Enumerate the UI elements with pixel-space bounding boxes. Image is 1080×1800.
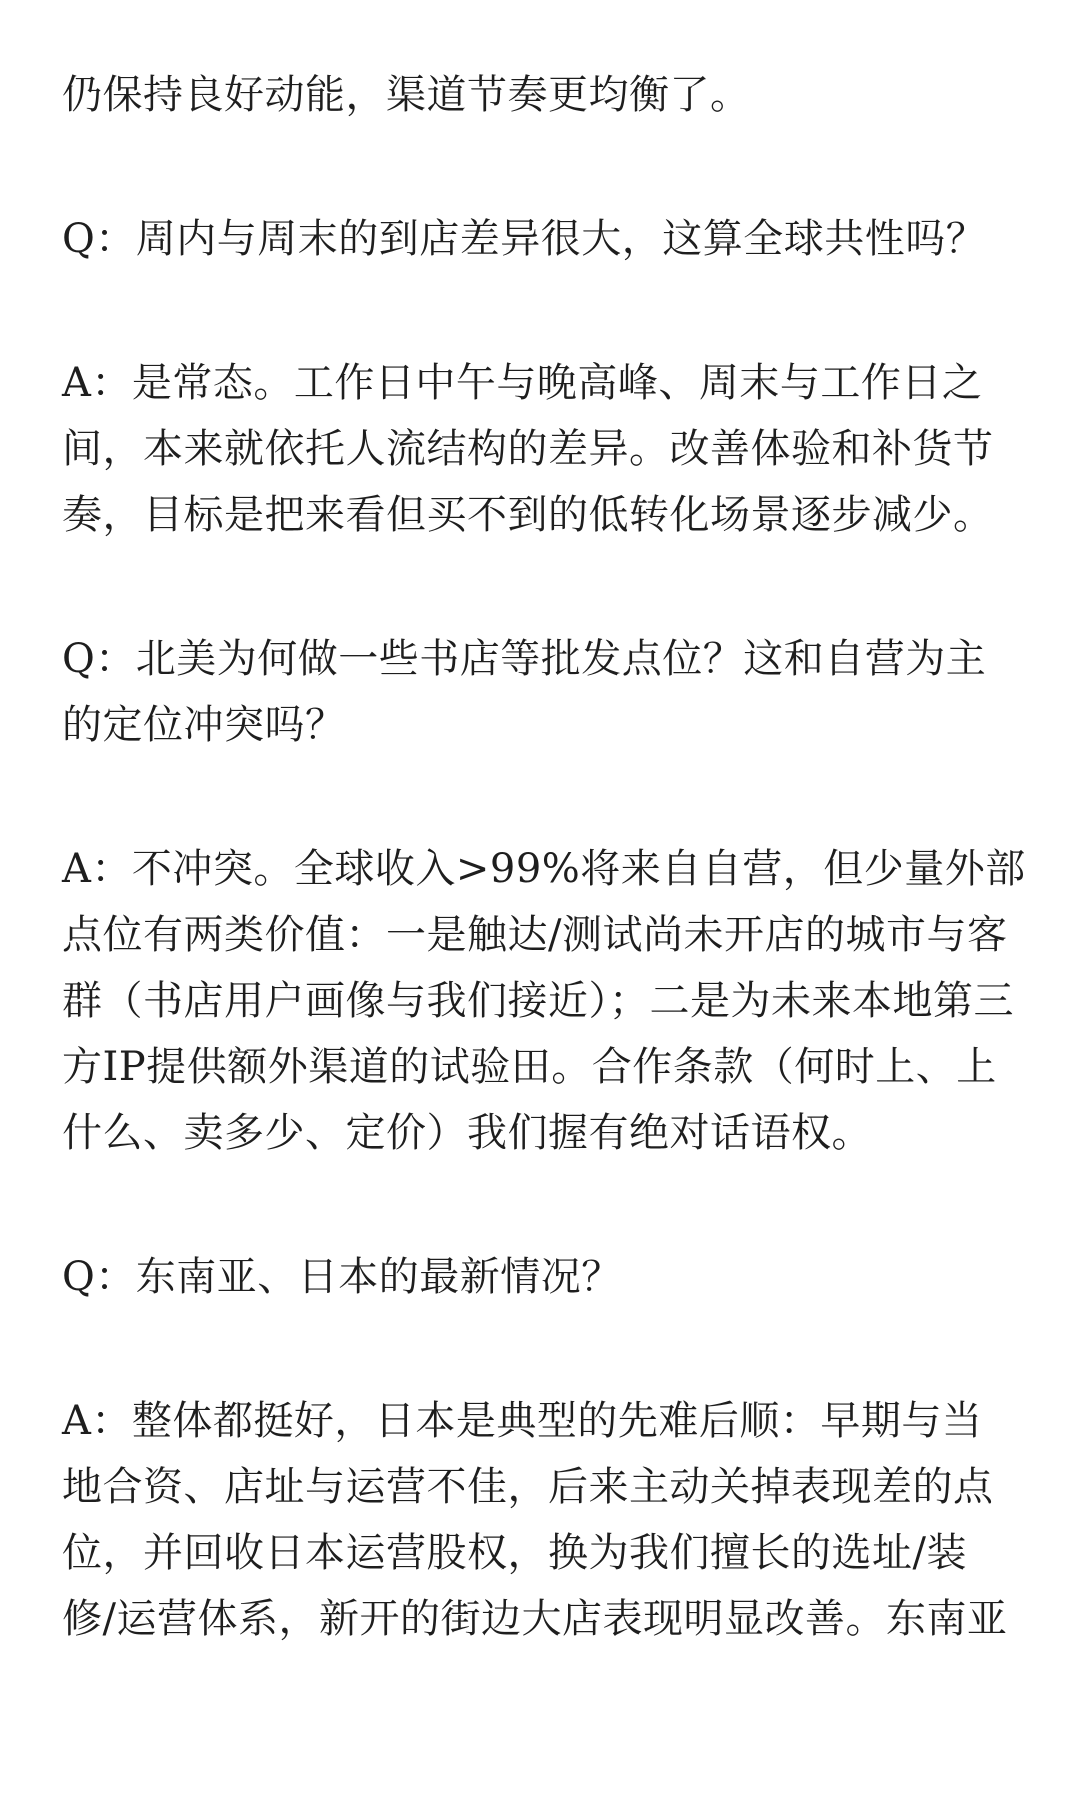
- text-line: A：是常态。工作日中午与晚高峰、周末与工作日之: [62, 360, 983, 406]
- question-sea-japan: [62, 1244, 1032, 1310]
- answer-sea-japan: [62, 1388, 1032, 1652]
- text-line: 修/运营体系，新开的街边大店表现明显改善。东南亚: [62, 1596, 1008, 1642]
- question-weekday-weekend: [62, 206, 1032, 272]
- question-north-america: [62, 626, 1032, 758]
- text-line: Q：东南亚、日本的最新情况？: [62, 1254, 622, 1300]
- answer-weekday-weekend: [62, 350, 1032, 548]
- text-line: 的定位冲突吗？: [62, 702, 346, 748]
- text-line: 间，本来就依托人流结构的差异。改善体验和补货节: [62, 426, 994, 472]
- text-line: Q：北美为何做一些书店等批发点位？这和自营为主: [62, 636, 987, 682]
- answer-north-america: [62, 836, 1032, 1166]
- text-line: 群（书店用户画像与我们接近）；二是为未来本地第三: [62, 978, 1014, 1024]
- text-line: A：整体都挺好，日本是典型的先难后顺：早期与当: [62, 1398, 983, 1444]
- text-line: 地合资、店址与运营不佳，后来主动关掉表现差的点: [62, 1464, 994, 1510]
- text-line: 什么、卖多少、定价）我们握有绝对话语权。: [62, 1110, 872, 1156]
- text-line: 奏，目标是把来看但买不到的低转化场景逐步减少。: [62, 492, 994, 538]
- article-body: [62, 62, 1032, 1652]
- text-line: 方IP提供额外渠道的试验田。合作条款（何时上、上: [62, 1044, 997, 1090]
- text-line: 仍保持良好动能，渠道节奏更均衡了。: [62, 72, 751, 118]
- text-line: Q：周内与周末的到店差异很大，这算全球共性吗？: [62, 216, 987, 262]
- text-line: 位，并回收日本运营股权，换为我们擅长的选址/装: [62, 1530, 967, 1576]
- paragraph-momentum: [62, 62, 1032, 128]
- text-line: A：不冲突。全球收入>99%将来自自营，但少量外部: [62, 846, 1026, 892]
- text-line: 点位有两类价值：一是触达/测试尚未开店的城市与客: [62, 912, 1008, 958]
